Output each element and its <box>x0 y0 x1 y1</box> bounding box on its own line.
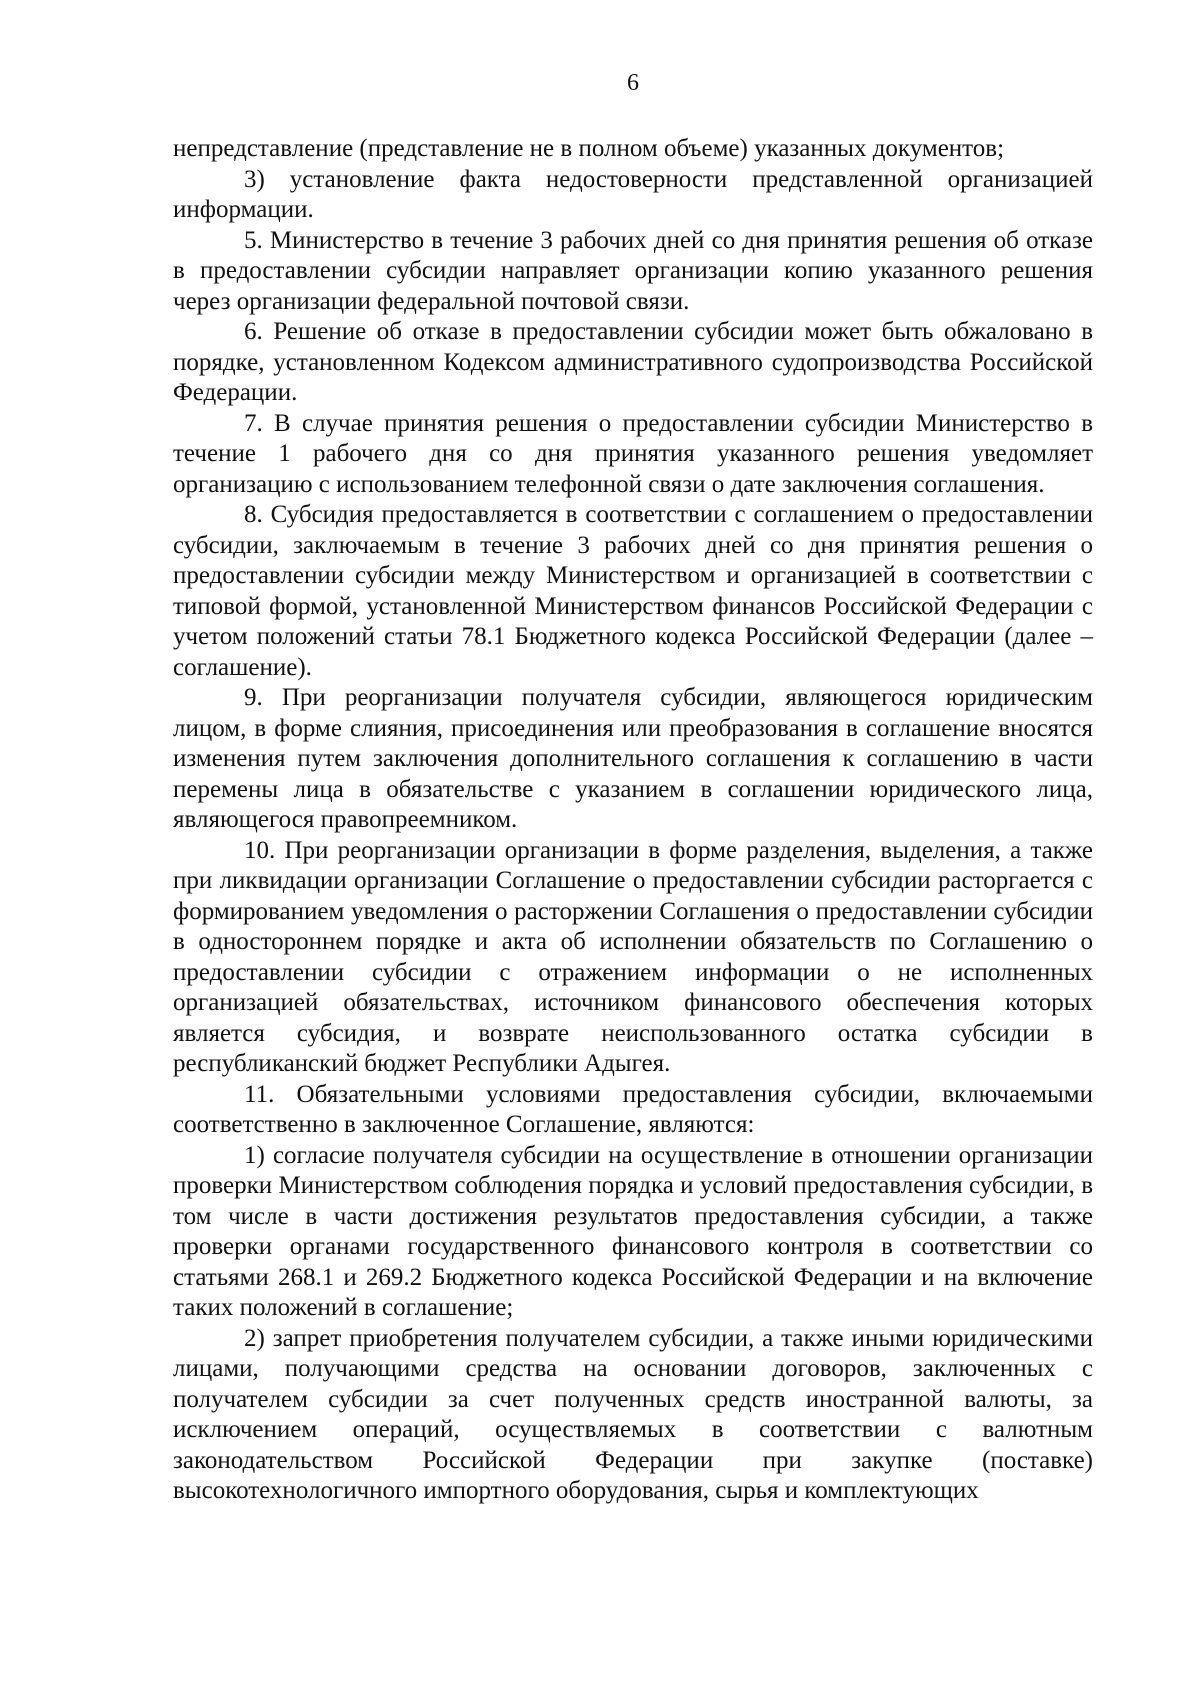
paragraph-10: 10. При реорганизации организации в форме разделения, выделения, а также при ликвидации организации Соглашение о предоставлении субсидии расторгается с формированием уведомления о расторжении Соглашения о предоставлении субсидии в одностороннем порядке и акта об исполнении обязательств по Соглашению о предоставлении субсидии с отражением информации о не исполненных организацией обязательствах, источником финансового обеспечения которых является субсидия, и возврате неиспользованного остатка субсидии в республиканский бюджет Республики Адыгея. <box>173 836 1093 1077</box>
paragraph-5: 5. Министерство в течение 3 рабочих дней со дня принятия решения об отказе в предоставлении субсидии направляет организации копию указанного решения через организации федеральной почтовой связи. <box>173 226 1093 315</box>
paragraph-continuation: непредставление (представление не в полном объеме) указанных документов; <box>173 135 1005 162</box>
paragraph-8: 8. Субсидия предоставляется в соответствии с соглашением о предоставлении субсидии, заключаемым в течение 3 рабочих дней со дня принятия решения о предоставлении субсидии между Министерством и организацией в соответствии с типовой формой, установленной Министерством финансов Российской Федерации с учетом положений статьи 78.1 Бюджетного кодекса Российской Федерации (далее – соглашение). <box>173 501 1093 681</box>
paragraph-9: 9. При реорганизации получателя субсидии, являющегося юридическим лицом, в форме слияния, присоединения или преобразования в соглашение вносятся изменения путем заключения дополнительного соглашения к соглашению в части перемены лица в обязательстве с указанием в соглашении юридического лица, являющегося правопреемником. <box>173 684 1093 833</box>
document-body <box>173 134 1093 1507</box>
paragraph-7: 7. В случае принятия решения о предоставлении субсидии Министерство в течение 1 рабочего дня со дня принятия указанного решения уведомляет организацию с использованием телефонной связи о дате заключения соглашения. <box>173 409 1093 498</box>
page-number: 6 <box>627 70 639 96</box>
paragraph-item-3: 3) установление факта недостоверности представленной организацией информации. <box>173 165 1093 223</box>
paragraph-11-item-1: 1) согласие получателя субсидии на осуществление в отношении организации проверки Министерством соблюдения порядка и условий предоставления субсидии, в том числе в части достижения результатов предоставления субсидии, а также проверки органами государственного финансового контроля в соответствии со статьями 268.1 и 269.2 Бюджетного кодекса Российской Федерации и на включение таких положений в соглашение; <box>173 1141 1093 1321</box>
paragraph-11-item-2: 2) запрет приобретения получателем субсидии, а также иными юридическими лицами, получающими средства на основании договоров, заключенных с получателем субсидии за счет полученных средств иностранной валюты, за исключением операций, осуществляемых в соответствии с валютным законодательством Российской Федерации при закупке (поставке) высокотехнологичного импортного оборудования, сырья и комплектующих <box>173 1324 1093 1504</box>
paragraph-11: 11. Обязательными условиями предоставления субсидии, включаемыми соответственно в заключенное Соглашение, являются: <box>173 1080 1093 1138</box>
paragraph-6: 6. Решение об отказе в предоставлении субсидии может быть обжаловано в порядке, установленном Кодексом административного судопроизводства Российской Федерации. <box>173 318 1093 406</box>
